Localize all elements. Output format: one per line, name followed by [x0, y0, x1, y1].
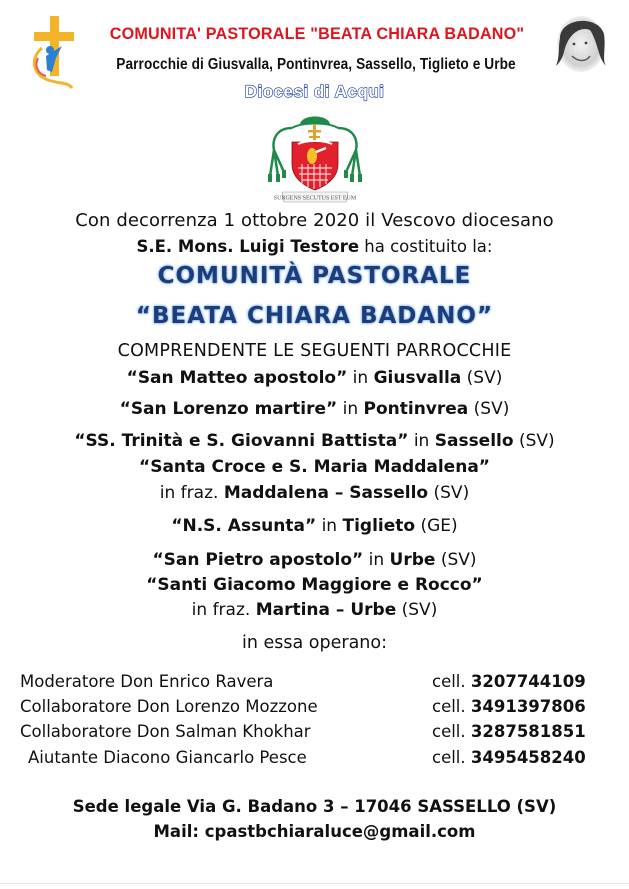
parish-place: Tiglieto — [342, 516, 416, 536]
parish-province: (SV) — [396, 600, 438, 620]
footer-email: Mail: cpastbchiaraluce@gmail.com — [153, 822, 476, 841]
heading-line-2: “BEATA CHIARA BADANO” — [135, 303, 494, 329]
parish-prefix: in fraz. — [159, 483, 224, 503]
header-subtitle: Parrocchie di Giusvalla, Pontinvrea, Sassello, Tiglieto e Urbe — [116, 56, 516, 73]
parish-item-name — [0, 575, 629, 595]
svg-text:SURGENS SECUTUS EST EUM: SURGENS SECUTUS EST EUM — [273, 195, 357, 202]
phone-number: 3495458240 — [470, 748, 586, 767]
phone-number: 3207744109 — [470, 672, 586, 691]
parish-in: in — [408, 431, 435, 451]
parish-name: “San Matteo apostolo” — [126, 368, 348, 388]
parish-province: (SV) — [513, 431, 555, 451]
parish-place: Sassello — [434, 431, 514, 451]
parish-item — [0, 368, 629, 388]
parish-province: (SV) — [435, 550, 477, 570]
footer-address: Sede legale Via G. Badano 3 – 17046 SASSELLO (SV) — [72, 797, 557, 816]
intro-line-2-rest: ha costituito la: — [359, 237, 493, 256]
cell-label: cell. — [432, 697, 471, 716]
parish-in: in — [363, 550, 390, 570]
parish-in: in — [347, 368, 374, 388]
staff-role: Collaboratore Don Lorenzo Mozzone — [20, 697, 318, 716]
parish-province: (SV) — [428, 483, 470, 503]
staff-role: Moderatore Don Enrico Ravera — [20, 672, 274, 691]
parishes-intro: COMPRENDENTE LE SEGUENTI PARROCCHIE — [117, 341, 512, 361]
phone-number: 3287581851 — [470, 722, 586, 741]
cell-label: cell. — [432, 722, 471, 741]
parish-item — [0, 431, 629, 451]
staff-phone — [432, 748, 586, 767]
staff-phone — [432, 722, 586, 741]
portrait-photo-icon — [548, 8, 618, 84]
staff-phone — [432, 672, 586, 691]
staff-role: Collaboratore Don Salman Khokhar — [20, 722, 311, 741]
parish-name: “N.S. Assunta” — [171, 516, 317, 536]
parish-item-location — [0, 483, 629, 503]
parish-province: (SV) — [468, 399, 510, 419]
parish-place: Pontinvrea — [363, 399, 469, 419]
phone-number: 3491397806 — [470, 697, 586, 716]
parish-item — [0, 550, 629, 570]
parish-name: “San Lorenzo martire” — [119, 399, 338, 419]
staff-role: Aiutante Diacono Giancarlo Pesce — [28, 748, 307, 767]
coat-of-arms-icon — [262, 106, 368, 206]
cell-label: cell. — [432, 672, 471, 691]
parish-item — [0, 516, 629, 536]
parish-name: “Santi Giacomo Maggiore e Rocco” — [146, 575, 483, 595]
header-title: COMUNITA' PASTORALE "BEATA CHIARA BADANO" — [109, 24, 525, 43]
parish-name: “SS. Trinità e S. Giovanni Battista” — [74, 431, 409, 451]
parish-province: (SV) — [461, 368, 503, 388]
parish-name: “Santa Croce e S. Maria Maddalena” — [139, 457, 490, 477]
parish-place: Martina – Urbe — [255, 600, 397, 620]
parish-in: in — [316, 516, 343, 536]
parish-name: “San Pietro apostolo” — [152, 550, 364, 570]
diocese-label: Diocesi di Acqui — [244, 82, 385, 101]
intro-line-1: Con decorrenza 1 ottobre 2020 il Vescovo diocesano — [75, 210, 554, 231]
staff-phone — [432, 697, 586, 716]
cell-label: cell. — [432, 748, 471, 767]
intro-line-2 — [0, 237, 629, 256]
parish-place: Maddalena – Sassello — [223, 483, 429, 503]
parish-province: (GE) — [415, 516, 458, 536]
parish-item-name — [0, 457, 629, 477]
cross-logo-icon — [28, 14, 82, 90]
parish-item-location — [0, 600, 629, 620]
parish-place: Urbe — [389, 550, 436, 570]
bishop-name: S.E. Mons. Luigi Testore — [136, 237, 360, 256]
operate-label: in essa operano: — [242, 633, 387, 653]
heading-line-1: COMUNITÀ PASTORALE — [157, 263, 472, 289]
parish-prefix: in fraz. — [191, 600, 256, 620]
parish-in: in — [337, 399, 364, 419]
parish-item — [0, 399, 629, 419]
parish-place: Giusvalla — [373, 368, 462, 388]
bottom-divider — [0, 883, 629, 884]
